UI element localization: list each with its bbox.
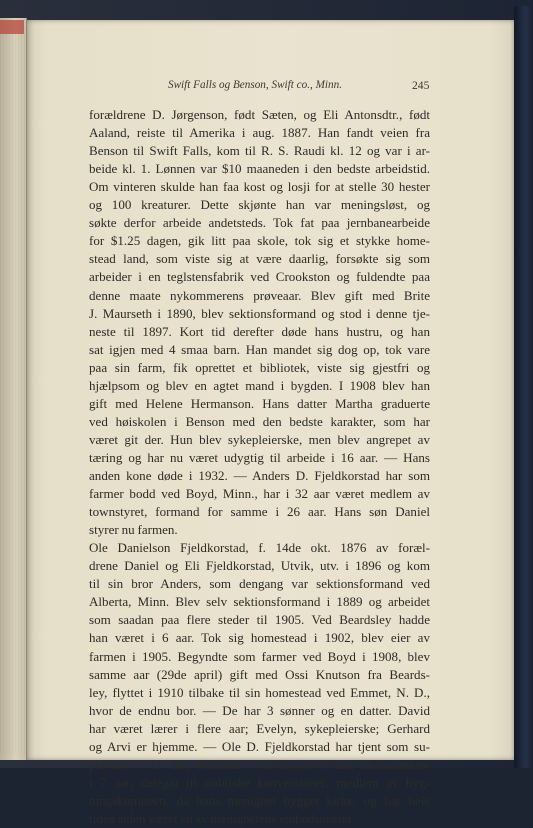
text-line: arbeider i en teglstensfabrik ved Crookston og fuldendte paa xyxy=(89,269,430,285)
text-line: hvor de endnu bor. — De har 3 sønner og en datter. David xyxy=(89,702,430,718)
text-line: ningskomiteen, da hans menighet bygget kirke, og har hele xyxy=(89,792,430,808)
red-bookmark-mark xyxy=(0,20,24,34)
book-spine-edge xyxy=(514,6,533,768)
text-line: J. Maurseth i 1890, blev sektionsformand og stod i denne tje- xyxy=(89,305,430,321)
text-line: paa sin farm, fik oprettet et bibliotek, viste sig gjestfri og xyxy=(89,359,430,375)
text-line: Aaland, reiste til Amerika i aug. 1887. Han fandt veien fra xyxy=(89,125,430,141)
text-line: hjælpsom og blev en agtet mand i bygden. I 1908 blev han xyxy=(89,377,430,393)
text-line: beide kl. 1. Lønnen var $10 maaneden i den bedste arbeidstid. xyxy=(89,161,430,177)
text-line: styrer nu farmen. xyxy=(89,522,178,538)
text-line: i 7 aar, delegat til politiske konventioner, medlem av byg- xyxy=(89,774,430,790)
text-line: tiden siden været en av menighetens embedsmænd. xyxy=(89,810,355,826)
text-line: townstyret, formand for samme i 26 aar. Hans søn Daniel xyxy=(89,504,430,520)
text-line: har været lærer i flere aar; Evelyn, sykepleierske; Gerhard xyxy=(89,720,430,736)
text-line: og Arvi er hjemme. — Ole D. Fjeldkorstad har tjent som su- xyxy=(89,738,430,754)
text-line: Alberta, Minn. Blev selv sektionsformand i 1889 og arbeidet xyxy=(89,594,430,610)
text-line: og 100 kreaturer. Dette skjønte han var meningsløst, og xyxy=(89,197,430,213)
text-line: drene Daniel og Eli Fjeldkorstad, Utvik, utv. i 1896 og kom xyxy=(89,558,430,574)
text-line: ved høiskolen i Benson med den bedste karakter, som har xyxy=(89,413,430,429)
text-line: tæring og har nu været udygtig til arbeide i 16 aar. — Hans xyxy=(89,449,430,465)
running-head: Swift Falls og Benson, Swift co., Minn. xyxy=(168,79,343,91)
text-line: farmer bodd ved Boyd, Minn., har i 32 aar været medlem av xyxy=(89,486,430,502)
text-line: denne maate nykommerens prøveaar. Blev gift med Brite xyxy=(89,287,430,303)
page-number: 245 xyxy=(412,79,430,92)
text-line: pervisor i 17 aar, formand i townstyret 8 aar, skoledirektør xyxy=(89,756,430,772)
text-line: gift med Helene Hermanson. Hans datter Martha graduerte xyxy=(89,395,430,411)
text-line: til sin bror Anders, som dengang var sektionsformand ved xyxy=(89,576,430,592)
text-line: han været i 6 aar. Tok sig homestead i 1902, blev eier av xyxy=(89,630,430,646)
text-line: neste til 1897. Kort tid derefter døde hans hustru, og han xyxy=(89,323,430,339)
text-line: som saadan paa flere steder til 1905. Ved Beardsley hadde xyxy=(89,612,430,628)
text-line: Om vinteren skulde han faa kost og losji for at stelle 30 hester xyxy=(89,179,430,195)
text-line: for $1.25 dagen, gik litt paa skole, tok sig et stykke home- xyxy=(89,233,430,249)
text-line: Benson til Swift Falls, kom til R. S. Raudi kl. 12 og var i ar- xyxy=(89,143,430,159)
text-line: anden kone døde i 1932. — Anders D. Fjeldkorstad har som xyxy=(89,468,430,483)
text-line: farmen i 1905. Begyndte som farmer ved Boyd i 1908, blev xyxy=(89,648,430,664)
text-line: ley, flyttet i 1910 tilbake til sin homestead ved Emmet, N. D., xyxy=(89,684,430,700)
text-line: søkte derfor arbeide andetsteds. Tok fat paa jernbanearbeide xyxy=(89,215,430,231)
text-line: været git der. Hun blev sykepleierske, men blev angrepet av xyxy=(89,431,430,447)
page-stack-texture xyxy=(0,26,26,754)
text-line: samme aar (29de april) gift med Ossi Knutson fra Beards- xyxy=(89,666,430,682)
text-line: sat igjen med 4 smaa barn. Han mandet sig dog op, tok vare xyxy=(89,341,430,357)
text-line: Ole Danielson Fjeldkorstad, f. 14de okt. 1876 av foræl- xyxy=(89,540,430,556)
text-line: forældrene D. Jørgenson, født Sæten, og Eli Antonsdtr., født xyxy=(89,107,430,122)
text-line: stead land, som viste sig at være daarlig, forsøkte sig som xyxy=(89,251,430,267)
